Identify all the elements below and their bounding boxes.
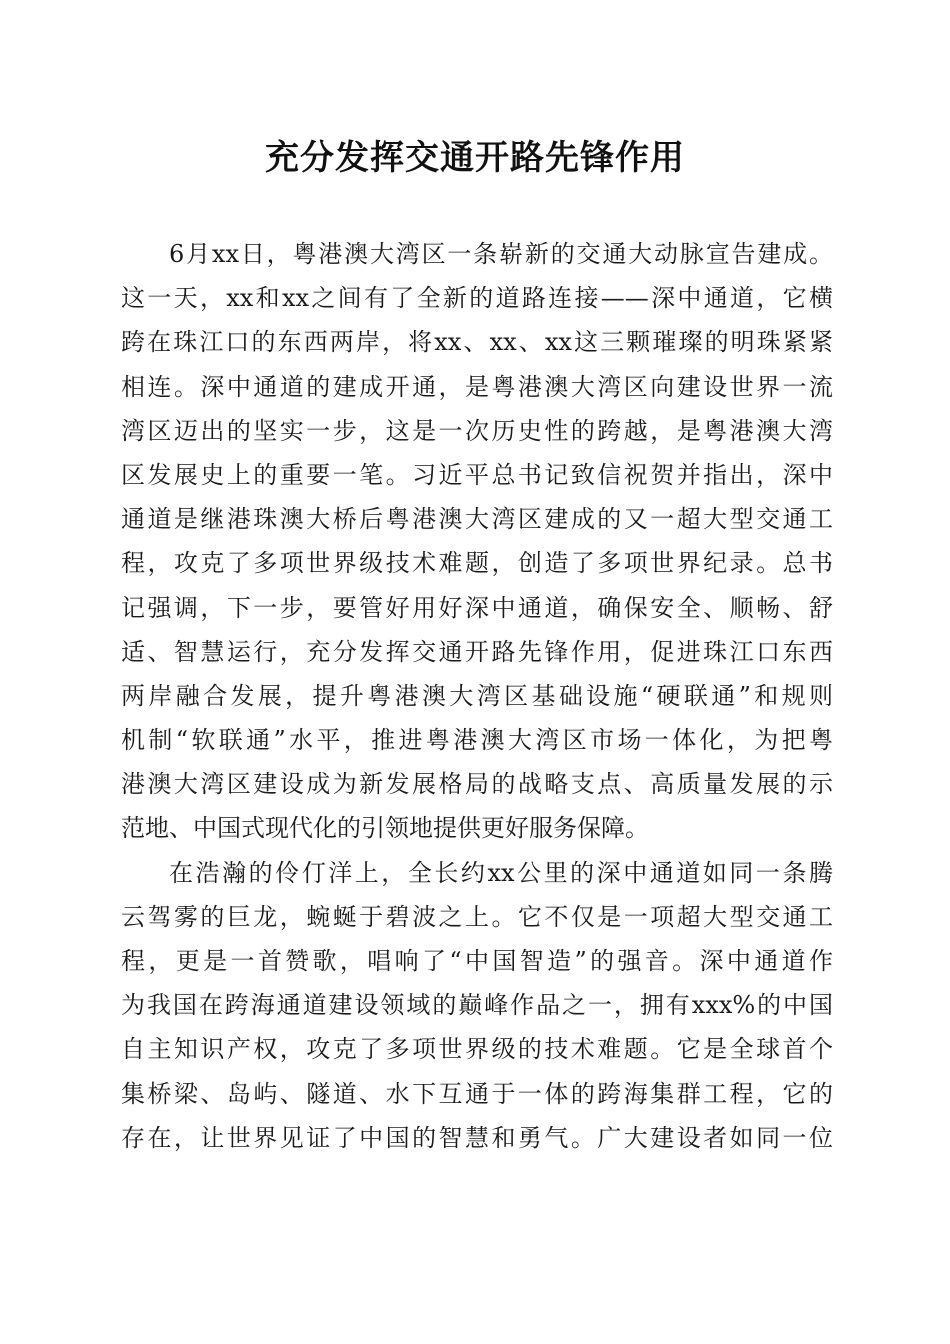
text-line: 记强调，下一步，要管好用好深中通道，确保安全、顺畅、舒	[121, 593, 833, 622]
text-line: 自主知识产权，攻克了多项世界级的技术难题。它是全球首个	[121, 1035, 833, 1064]
text-line: 程，攻克了多项世界级技术难题，创造了多项世界纪录。总书	[121, 549, 833, 578]
text-line: 这一天，xx和xx之间有了全新的道路连接——深中通道，它横	[121, 284, 833, 313]
text-line: 程，更是一首赞歌，唱响了“中国智造”的强音。深中通道作	[121, 947, 833, 975]
text-line: 湾区迈出的坚实一步，这是一次历史性的跨越，是粤港澳大湾	[121, 416, 833, 445]
text-line: 相连。深中通道的建成开通，是粤港澳大湾区向建设世界一流	[121, 372, 833, 401]
text-line: 范地、中国式现代化的引领地提供更好服务保障。	[121, 814, 649, 843]
text-line: 区发展史上的重要一笔。习近平总书记致信祝贺并指出，深中	[121, 460, 833, 489]
paragraph	[121, 232, 833, 851]
text-line: 港澳大湾区建设成为新发展格局的战略支点、高质量发展的示	[121, 770, 833, 799]
document-body	[121, 232, 833, 1160]
document-title: 充分发挥交通开路先锋作用	[265, 138, 685, 178]
text-line: 跨在珠江口的东西两岸，将xx、xx、xx这三颗璀璨的明珠紧紧	[121, 328, 833, 357]
text-line: 通道是继港珠澳大桥后粤港澳大湾区建成的又一超大型交通工	[121, 505, 833, 534]
text-line: 存在，让世界见证了中国的智慧和勇气。广大建设者如同一位	[121, 1123, 833, 1152]
paragraph	[121, 851, 833, 1160]
text-line: 为我国在跨海通道建设领域的巅峰作品之一，拥有xxx%的中国	[121, 991, 833, 1020]
text-line: 6月xx日，粤港澳大湾区一条崭新的交通大动脉宣告建成。	[169, 240, 833, 268]
text-line: 在浩瀚的伶仃洋上，全长约xx公里的深中通道如同一条腾	[169, 858, 833, 887]
text-line: 云驾雾的巨龙，蜿蜒于碧波之上。它不仅是一项超大型交通工	[121, 902, 833, 931]
text-line: 适、智慧运行，充分发挥交通开路先锋作用，促进珠江口东西	[121, 637, 833, 666]
text-line: 两岸融合发展，提升粤港澳大湾区基础设施“硬联通”和规则	[121, 681, 833, 710]
text-line: 集桥梁、岛屿、隧道、水下互通于一体的跨海集群工程，它的	[121, 1079, 833, 1108]
text-line: 机制“软联通”水平，推进粤港澳大湾区市场一体化，为把粤	[121, 726, 833, 755]
